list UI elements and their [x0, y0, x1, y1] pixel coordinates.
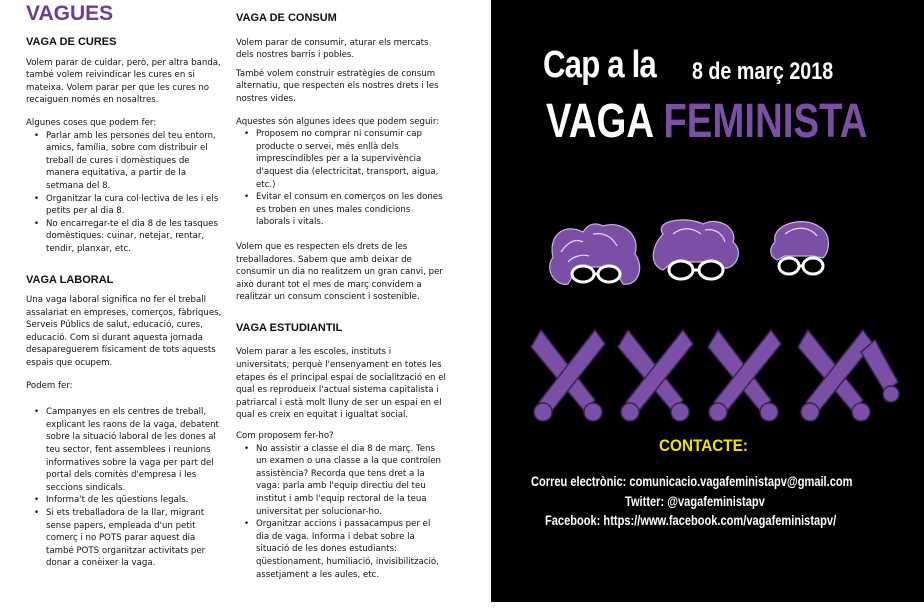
consum-paragraph-2: També volem construir estratègies de consum alternatiu, que respecten els nostres drets i les nostres vides. [236, 68, 439, 104]
cures-list [26, 130, 224, 256]
list-item: • No encarregar-te el dia 8 de les tasques domèstiques: cuinar, netejar, rentar, tendir, planxar, etc. [46, 218, 224, 256]
poster-title-feminista: FEMINISTA [663, 95, 868, 148]
estudiantil-paragraph: Volem parar a les escoles, instituts i universitats; perquè l'ensenyament en totes les etapes és el principal espai de socialització en el qual es reprodueix l'actual sistema capitalista i patriarcal i està molt lluny de ser un espai en el qual es creix en equitat i igualtat social. [236, 347, 446, 421]
section-heading-cures: VAGA DE CURES [26, 36, 117, 48]
contact-twitter[interactable]: Twitter: @vagafeministapv [625, 494, 765, 509]
consum-list [236, 128, 446, 229]
middle-column [236, 0, 446, 589]
list-item: • Campanyes en els centres de treball, explicant les raons de la vaga, debatent sobre la situació laboral de les dones al teu sector, fent assemblees i reunions informatives sobre la vaga per part del portal dels comitès d'empresa i les seccions sindicals. [46, 406, 224, 494]
left-column [26, 0, 224, 578]
poster-date: 8 de març 2018 [692, 58, 834, 85]
section-heading-laboral: VAGA LABORAL [26, 273, 114, 286]
poster-title-vaga: VAGA [546, 95, 653, 148]
list-item: • Parlar amb les persones del teu entorn, amics, família, sobre com distribuir el treball de cures i domèstiques de manera equitativa, a partir de la setmana del 8. [46, 130, 224, 193]
consum-paragraph-3: Volem que es respecten els drets de les treballadores. Sabem que amb deixar de consumir un dia no realitzem un gran canvi, per això durant tot el mes de març convidem a realitzar un consum conscient i sostenible. [236, 241, 443, 303]
feminist-illustration [513, 212, 905, 430]
list-item: • No assistir a classe el dia 8 de març. Tens un examen o una classe a la que controlen assistència? Recorda que tens dret a la vaga: parla amb l'equip directiu del teu institut i amb l'equip rectoral de la teua universitat per solucionar-ho. [256, 443, 446, 519]
list-item: • Organitzar la cura col·lectiva de les i els petits per al dia 8. [46, 193, 224, 218]
estudiantil-intro: Com proposem fer-ho? [236, 431, 334, 442]
woman-head-2-icon [653, 220, 738, 270]
list-item: • Proposem no comprar ni consumir cap producte o servei, més enllà dels imprescindibles per a la supervivència d'aquest dia (electricitat, transport, aigua, etc.) [256, 128, 446, 191]
poster-cap-text: Cap a la [543, 44, 656, 86]
contact-heading: CONTACTE: [659, 436, 748, 455]
section-heading-estudiantil: VAGA ESTUDIANTIL [236, 321, 343, 334]
section-heading-consum: VAGA DE CONSUM [236, 12, 337, 24]
list-item: • Si ets treballadora de la llar, migrant sense papers, empleada d'un petit comerç i no POTS parar aquest dia també POTS organitzar activitats per donar a conèixer la vaga. [46, 507, 224, 570]
list-item: • Organitzar accions i passacampus per el dia de vaga. Informa i debat sobre la situació de les dones estudiants: qüestionament, humiliació, invisibilització, assetjament a les aules, etc. [256, 518, 446, 581]
laboral-intro: Podem fer: [26, 380, 73, 391]
contact-facebook[interactable]: Facebook: https://www.facebook.com/vagafeministapv/ [545, 513, 837, 528]
contact-email[interactable]: Correu electrònic: comunicacio.vagafeministapv@gmail.com [531, 474, 853, 489]
poster-panel [491, 0, 924, 602]
list-item: • Evitar el consum en comerços on les dones es troben en unes males condicions laborals i vitals. [256, 191, 446, 229]
list-item: • Informa't de les qüestions legals. [46, 494, 224, 507]
consum-paragraph-1: Volem parar de consumir, aturar els mercats dels nostres barris i pobles. [236, 37, 429, 61]
consum-intro: Aquestes són algunes idees que podem seguir: [236, 116, 440, 127]
cures-paragraph: Volem parar de cuidar, però, per altra banda, també volem reivindicar les cures en si mateixa. Volem parar per que les cures no recaiguen només en nosaltres. [26, 57, 221, 106]
estudiantil-list [236, 443, 446, 582]
poster-title [546, 94, 867, 149]
page-title: VAGUES [26, 2, 114, 25]
cures-intro: Algunes coses que podem fer: [26, 117, 157, 128]
laboral-list [26, 406, 224, 570]
laboral-paragraph: Una vaga laboral significa no fer el treball assalariat en empreses, comerços, fàbriques, Serveis Públics de salut, educació, cures, educació. Com si durant aquesta jornada desapareguerem físicament de tots aquests espais que ocupem. [26, 295, 222, 369]
